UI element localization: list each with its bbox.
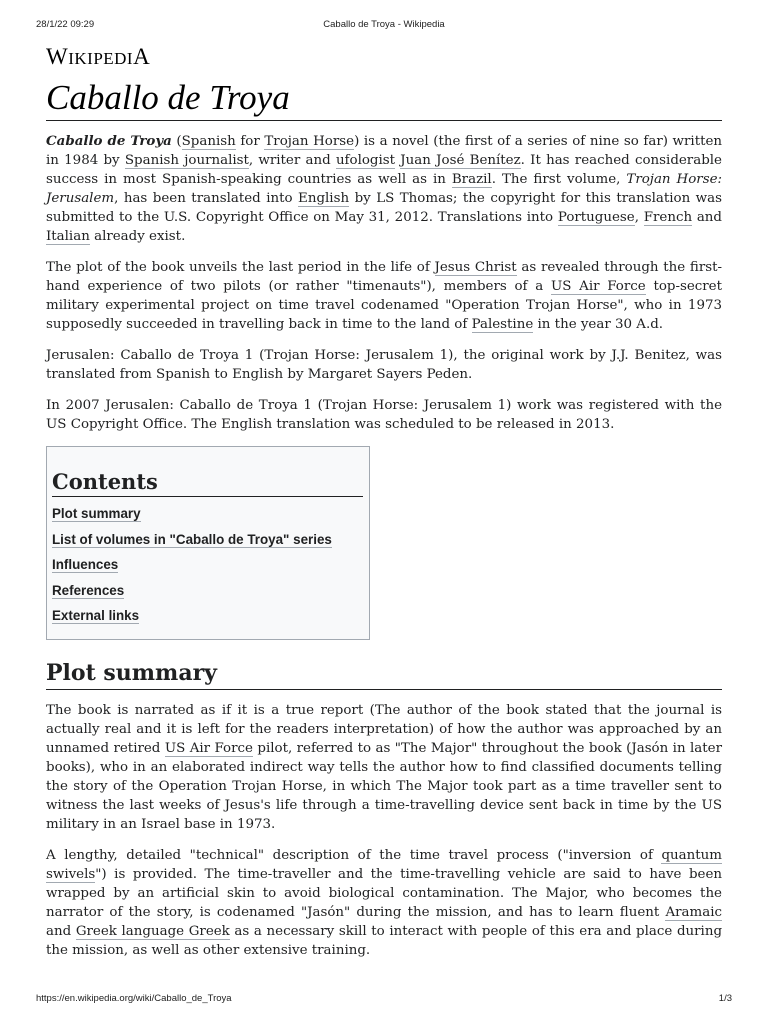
print-datetime: 28/1/22 09:29 bbox=[36, 19, 95, 30]
link-english[interactable]: English bbox=[298, 191, 350, 206]
wikipedia-wordmark[interactable]: WIKIPEDIA bbox=[46, 44, 151, 69]
intro-paragraph: Caballo de Troya (Spanish for Trojan Horse) is a novel (the first of a series of nine so far) written in 1984 by Spanish journalist, writer and ufologist Juan José Benítez. It has reached considerable success in most Spanish-speaking countries as well as in Brazil. The first volume, Trojan Horse: Jerusalem, has been translated into English by LS Thomas; the copyright for this translation was submitted to the U.S. Copyright Office on May 31, 2012. Translations into Portuguese, French and Italian already exist. bbox=[46, 133, 723, 244]
print-url: https://en.wikipedia.org/wiki/Caballo_de_Troya bbox=[36, 993, 232, 1004]
link-portuguese[interactable]: Portuguese bbox=[557, 210, 635, 225]
print-page-count: 1/3 bbox=[718, 993, 732, 1004]
toc-title: Contents bbox=[52, 469, 363, 497]
print-tab-title: Caballo de Troya - Wikipedia bbox=[323, 19, 445, 30]
table-of-contents bbox=[46, 446, 370, 640]
link-us-air-force-2[interactable]: US Air Force bbox=[164, 740, 253, 756]
link-trojan-horse[interactable]: Trojan Horse bbox=[264, 134, 355, 149]
print-footer bbox=[36, 993, 732, 1004]
link-italian[interactable]: Italian bbox=[46, 229, 90, 244]
link-us-air-force[interactable]: US Air Force bbox=[550, 279, 646, 294]
link-juan-jose-benitez[interactable]: Juan José Benítez bbox=[400, 153, 521, 168]
article-term: Caballo de Troya bbox=[46, 133, 172, 149]
link-spanish-journalist[interactable]: Spanish journalist bbox=[124, 153, 249, 168]
toc-item-references[interactable]: References bbox=[52, 582, 125, 598]
plot-summary-paragraph-1: The book is narrated as if it is a true report (The author of the book stated that the journal is actually real and it is left for the readers interpretation) of how the author was approached by an unnamed retired US Air Force pilot, referred to as "The Major" throughout the book (Jasón in later books), who in an elaborated indirect way tells the author how to find classified documents telling the story of the Operation Trojan Horse, in which The Major took part as a time traveller sent to witness the last weeks of Jesus's life through a time-travelling device sent back in time by the US military in an Israel base in 1973. bbox=[46, 702, 722, 832]
plot-summary-paragraph-2: A lengthy, detailed "technical" description of the time travel process ("inversion of quantum swivels") is provided. The time-traveller and the time-travelling vehicle are said to have been wrapped by an artificial skin to avoid biological contamination. The Major, who becomes the narrator of the story, is codenamed "Jasón" during the mission, and has to learn fluent Aramaic and Greek language Greek as a necessary skill to interact with people of this era and place during the mission, as well as other extensive training. bbox=[46, 847, 723, 958]
print-header bbox=[36, 19, 732, 30]
link-quantum-swivels[interactable]: quantum swivels bbox=[46, 847, 722, 882]
toc-item-plot-summary[interactable]: Plot summary bbox=[52, 506, 141, 521]
volume-title: Trojan Horse: Jerusalem bbox=[46, 172, 722, 206]
registration-paragraph: In 2007 Jerusalen: Caballo de Troya 1 (Trojan Horse: Jerusalem 1) work was registered with the US Copyright Office. The English translation was scheduled to be released in 2013. bbox=[46, 398, 722, 432]
link-spanish[interactable]: Spanish bbox=[181, 134, 236, 149]
toc-list bbox=[52, 501, 363, 629]
plot-intro-paragraph: The plot of the book unveils the last period in the life of Jesus Christ as revealed through the first-hand experience of two pilots (or rather "timenauts"), members of a US Air Force top-secret military experimental project on time travel codenamed "Operation Trojan Horse", who in 1973 supposedly succeeded in travelling back in time to the land of Palestine in the year 30 A.d. bbox=[46, 260, 722, 332]
toc-item-list-of-volumes[interactable]: List of volumes in "Caballo de Troya" series bbox=[52, 531, 332, 547]
link-jesus-christ[interactable]: Jesus Christ bbox=[434, 260, 517, 275]
toc-item-influences[interactable]: Influences bbox=[52, 557, 119, 572]
link-ufologist[interactable]: ufologist bbox=[335, 153, 396, 168]
translation-paragraph: Jerusalen: Caballo de Troya 1 (Trojan Horse: Jerusalem 1), the original work by J.J. Benitez, was translated from Spanish to English by Margaret Sayers Peden. bbox=[46, 348, 722, 382]
toc-item-external-links[interactable]: External links bbox=[52, 608, 140, 623]
link-french[interactable]: French bbox=[643, 210, 693, 225]
page-title: Caballo de Troya bbox=[46, 78, 722, 121]
link-aramaic[interactable]: Aramaic bbox=[665, 904, 722, 920]
link-palestine[interactable]: Palestine bbox=[471, 317, 534, 332]
section-heading-plot-summary: Plot summary bbox=[46, 660, 722, 690]
article-page bbox=[46, 44, 722, 960]
link-greek-language[interactable]: Greek language Greek bbox=[75, 923, 230, 939]
link-brazil[interactable]: Brazil bbox=[451, 172, 492, 187]
